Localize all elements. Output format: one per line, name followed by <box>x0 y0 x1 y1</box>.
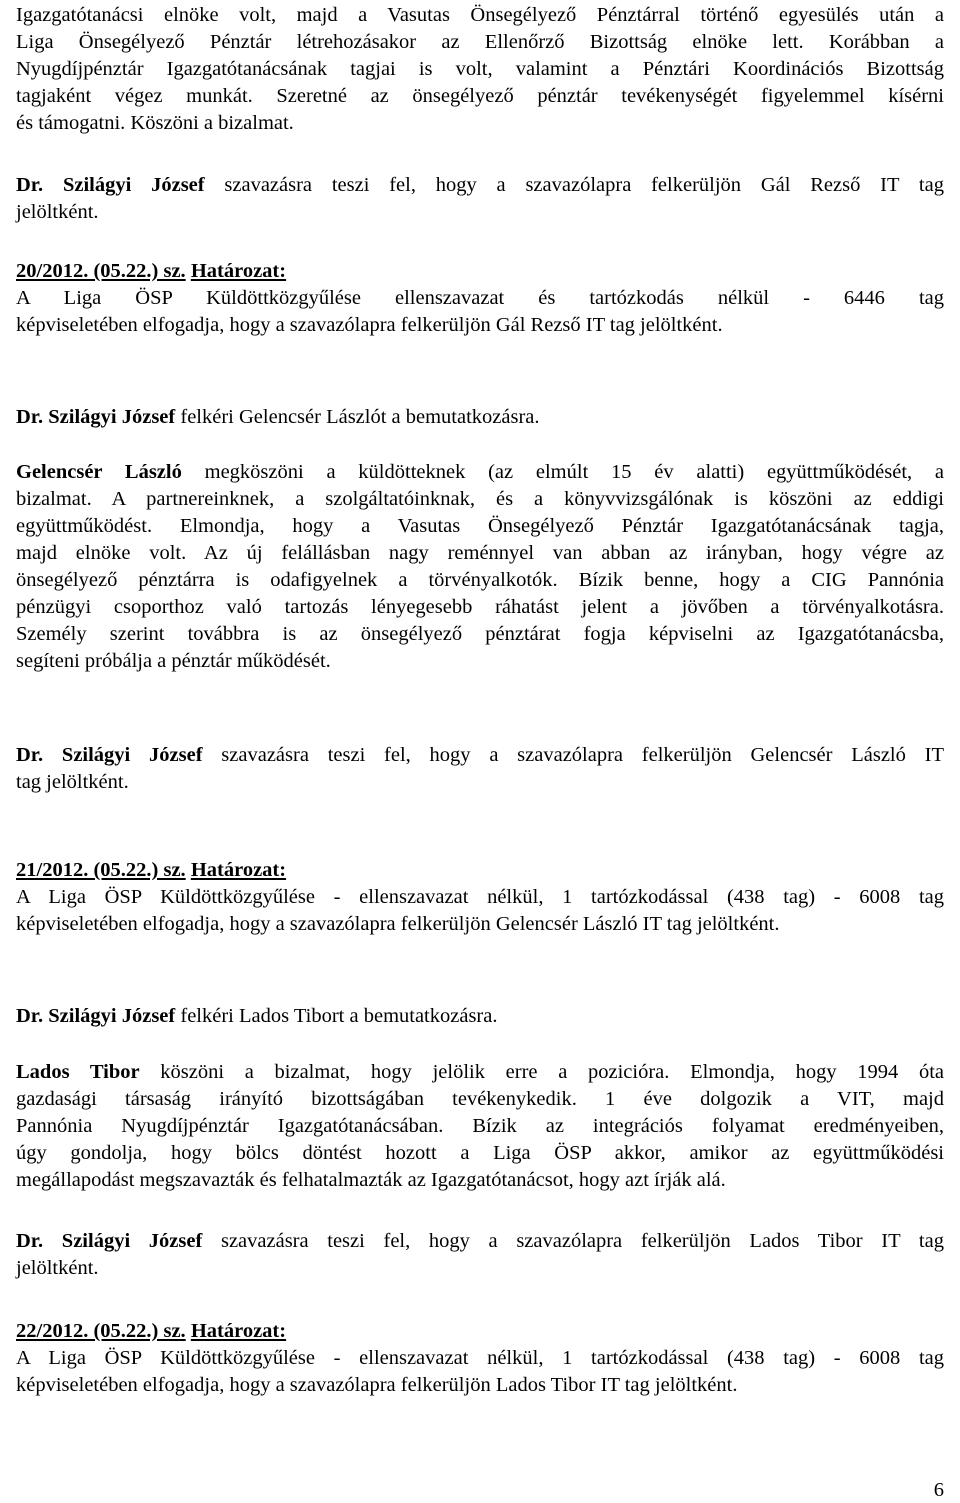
resolution-number: 22/2012. (05.22.) sz. <box>16 1320 186 1342</box>
resolution-heading <box>16 857 944 884</box>
paragraph-line: Lados Tibor köszöni a bizalmat, hogy jelölik erre a pozicióra. Elmondja, hogy 1994 óta <box>16 1061 944 1083</box>
motion-paragraph-gal <box>16 172 944 226</box>
paragraph-line: Gelencsér László megköszöni a küldötteknek (az elmúlt 15 év alatti) együttműködését, a <box>16 461 945 483</box>
speaker-name: Dr. Szilágyi József <box>16 174 205 196</box>
paragraph-line: és támogatni. Köszöni a bizalmat. <box>16 112 294 134</box>
motion-paragraph-lados <box>16 1228 944 1282</box>
resolution-label: Határozat: <box>190 1320 287 1342</box>
speaker-name: Gelencsér László <box>16 461 182 483</box>
resolution-heading <box>16 1318 944 1345</box>
paragraph-line: tagjaként végez munkát. Szeretné az önsegélyező pénztár tevékenységét figyelemmel kísérni <box>16 85 944 107</box>
resolution-heading <box>16 258 944 285</box>
paragraph-line: pénzügyi csoporthoz való tartozás lényegesebb ráhatást jelent a jövőben a törvényalkotásra. <box>16 596 944 618</box>
invite-paragraph-gelencser <box>16 404 944 431</box>
paragraph-line: képviseletében elfogadja, hogy a szavazólapra felkerüljön Gelencsér László IT tag jelöltként. <box>16 913 780 935</box>
speaker-name: Lados Tibor <box>16 1061 140 1083</box>
paragraph-line: Dr. Szilágyi József felkéri Lados Tibort a bemutatkozásra. <box>16 1005 498 1027</box>
page-number: 6 <box>933 1479 944 1501</box>
speaker-name: Dr. Szilágyi József <box>16 1005 176 1027</box>
speaker-name: Dr. Szilágyi József <box>16 744 203 766</box>
paragraph-line: tag jelöltként. <box>16 771 129 793</box>
paragraph-line: Személy szerint továbbra is az önsegélyező pénztárat fogja képviselni az Igazgatótanácsba, <box>16 623 944 645</box>
resolution-number: 20/2012. (05.22.) sz. <box>16 260 186 282</box>
resolution-label: Határozat: <box>190 859 287 881</box>
paragraph-line: jelöltként. <box>16 201 99 223</box>
paragraph-line: A Liga ÖSP Küldöttközgyűlése ellenszavazat és tartózkodás nélkül - 6446 tag <box>16 287 944 309</box>
paragraph-line: A Liga ÖSP Küldöttközgyűlése - ellenszavazat nélkül, 1 tartózkodással (438 tag) - 6008 tag <box>16 886 944 908</box>
paragraph-line: Dr. Szilágyi József szavazásra teszi fel, hogy a szavazólapra felkerüljön Gál Rezső IT tag <box>16 174 944 196</box>
speaker-name: Dr. Szilágyi József <box>16 1230 203 1252</box>
paragraph-line: Dr. Szilágyi József felkéri Gelencsér Lászlót a bemutatkozásra. <box>16 406 540 428</box>
paragraph-line: Nyugdíjpénztár Igazgatótanácsának tagjai is volt, valamint a Pénztári Koordinációs Bizottság <box>16 58 944 80</box>
paragraph-line: Dr. Szilágyi József szavazásra teszi fel, hogy a szavazólapra felkerüljön Lados Tibor IT tag <box>16 1230 944 1252</box>
paragraph-line: Igazgatótanácsi elnöke volt, majd a Vasutas Önsegélyező Pénztárral történő egyesülés után a <box>16 4 944 26</box>
paragraph-line: úgy gondolja, hogy bölcs döntést hozott a Liga ÖSP akkor, amikor az együttműködési <box>16 1142 944 1164</box>
intro-paragraph <box>16 2 944 137</box>
paragraph-line: Pannónia Nyugdíjpénztár Igazgatótanácsában. Bízik az integrációs folyamat eredményeiben, <box>16 1115 944 1137</box>
paragraph-line: képviseletében elfogadja, hogy a szavazólapra felkerüljön Lados Tibor IT tag jelöltként. <box>16 1374 738 1396</box>
paragraph-line: segíteni próbálja a pénztár működését. <box>16 650 331 672</box>
paragraph-line: megállapodást megszavazták és felhatalmazták az Igazgatótanácsot, hogy azt írják alá. <box>16 1169 726 1191</box>
speaker-name: Dr. Szilágyi József <box>16 406 176 428</box>
paragraph-line: önsegélyező pénztárra is odafigyelnek a törvényalkotók. Bízik benne, hogy a CIG Pannónia <box>16 569 944 591</box>
paragraph-line: képviseletében elfogadja, hogy a szavazólapra felkerüljön Gál Rezső IT tag jelöltként. <box>16 314 723 336</box>
paragraph-line: együttműködést. Elmondja, hogy a Vasutas Önsegélyező Pénztár Igazgatótanácsának tagja, <box>16 515 944 537</box>
paragraph-line: bizalmat. A partnereinknek, a szolgáltatóinknak, és a könyvvizsgálónak is köszöni az eddigi <box>16 488 944 510</box>
paragraph-line: gazdasági társaság irányító bizottságában tevékenykedik. 1 éve dolgozik a VIT, majd <box>16 1088 944 1110</box>
motion-paragraph-gelencser <box>16 742 944 796</box>
speech-paragraph-lados <box>16 1059 944 1194</box>
paragraph-line: Dr. Szilágyi József szavazásra teszi fel, hogy a szavazólapra felkerüljön Gelencsér László IT <box>16 744 944 766</box>
paragraph-line: majd elnöke volt. Az új felállásban nagy reménnyel van abban az irányban, hogy végre az <box>16 542 944 564</box>
invite-paragraph-lados <box>16 1003 944 1030</box>
paragraph-line: Liga Önsegélyező Pénztár létrehozásakor az Ellenőrző Bizottság elnöke lett. Korábban a <box>16 31 944 53</box>
paragraph-line: jelöltként. <box>16 1257 99 1279</box>
resolution-label: Határozat: <box>190 260 287 282</box>
resolution-20 <box>16 258 944 339</box>
speech-paragraph-gelencser <box>16 459 944 675</box>
resolution-21 <box>16 857 944 938</box>
resolution-number: 21/2012. (05.22.) sz. <box>16 859 186 881</box>
paragraph-line: A Liga ÖSP Küldöttközgyűlése - ellenszavazat nélkül, 1 tartózkodással (438 tag) - 6008 tag <box>16 1347 944 1369</box>
resolution-22 <box>16 1318 944 1399</box>
